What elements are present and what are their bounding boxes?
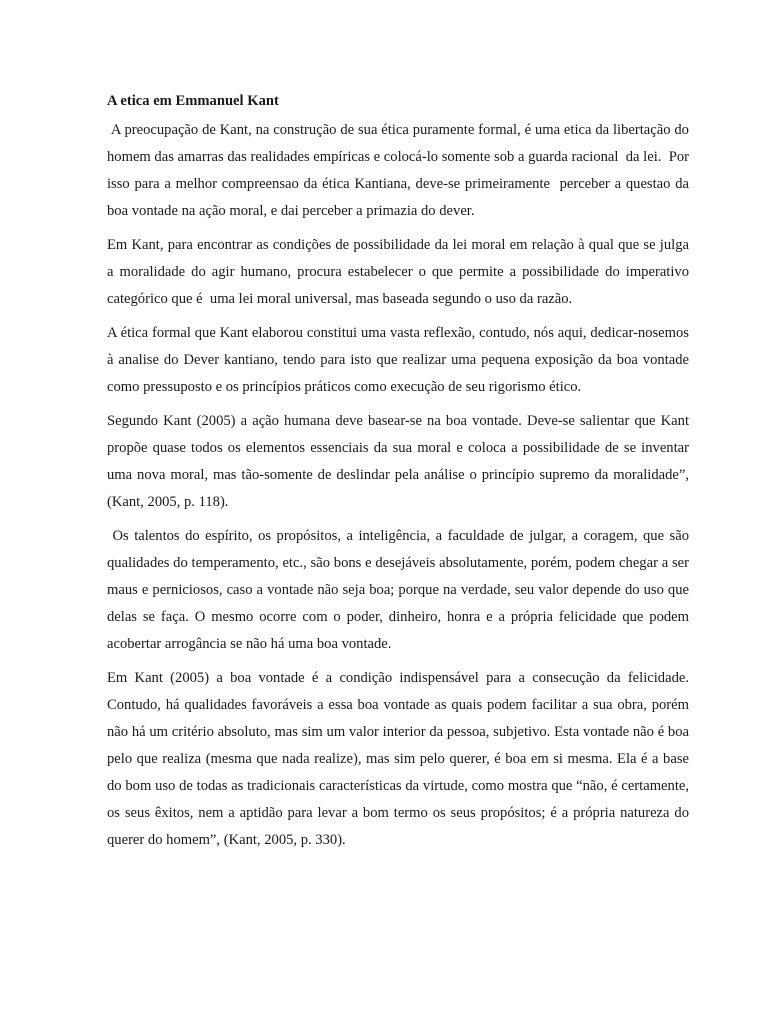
paragraph-5: Os talentos do espírito, os propósitos, a inteligência, a faculdade de julgar, a coragem, que são qualidades do temperamento, etc., são bons e desejáveis absolutamente, porém, podem chegar a ser maus e perniciosos, caso a vontade não seja boa; porque na verdade, seu valor depende do uso que delas se faça. O mesmo ocorre com o poder, dinheiro, honra e a própria felicidade que podem acobertar arrogância se não há uma boa vontade. (107, 528, 693, 652)
document-title: A etica em Emmanuel Kant (107, 93, 279, 109)
paragraph-3: A ética formal que Kant elaborou constitui uma vasta reflexão, contudo, nós aqui, dedicar-nosemos à analise do Dever kantiano, tendo para isto que realizar uma pequena exposição da boa vontade como pressuposto e os princípios práticos como execução de seu rigorismo ético. (107, 325, 693, 395)
paragraph-2: Em Kant, para encontrar as condições de possibilidade da lei moral em relação à qual que se julga a moralidade do agir humano, procura estabelecer o que permite a possibilidade do imperativo categórico que é uma lei moral universal, mas baseada segundo o uso da razão. (107, 237, 693, 307)
paragraph-6: Em Kant (2005) a boa vontade é a condição indispensável para a consecução da felicidade. Contudo, há qualidades favoráveis a essa boa vontade as quais podem facilitar a sua obra, porém não há um critério absoluto, mas sim um valor interior da pessoa, subjetivo. Esta vontade não é boa pelo que realiza (mesma que nada realize), mas sim pelo querer, é boa em si mesma. Ela é a base do bom uso de todas as tradicionais características da virtude, como mostra que “não, é certamente, os seus êxitos, nem a aptidão para levar a bom termo os seus propósitos; é a própria natureza do querer do homem”, (Kant, 2005, p. 330). (107, 670, 693, 848)
paragraph-4: Segundo Kant (2005) a ação humana deve basear-se na boa vontade. Deve-se salientar que Kant propõe quase todos os elementos essenciais da sua moral e coloca a possibilidade de se inventar uma nova moral, mas tão-somente de deslindar pela análise o princípio supremo da moralidade”, (Kant, 2005, p. 118). (107, 413, 693, 510)
document-page (107, 88, 693, 861)
paragraph-1: A preocupação de Kant, na construção de sua ética puramente formal, é uma etica da libertação do homem das amarras das realidades empíricas e colocá-lo somente sob a guarda racional da lei. Por isso para a melhor compreensao da ética Kantiana, deve-se primeiramente perceber a questao da boa vontade na ação moral, e dai perceber a primazia do dever. (107, 122, 693, 219)
